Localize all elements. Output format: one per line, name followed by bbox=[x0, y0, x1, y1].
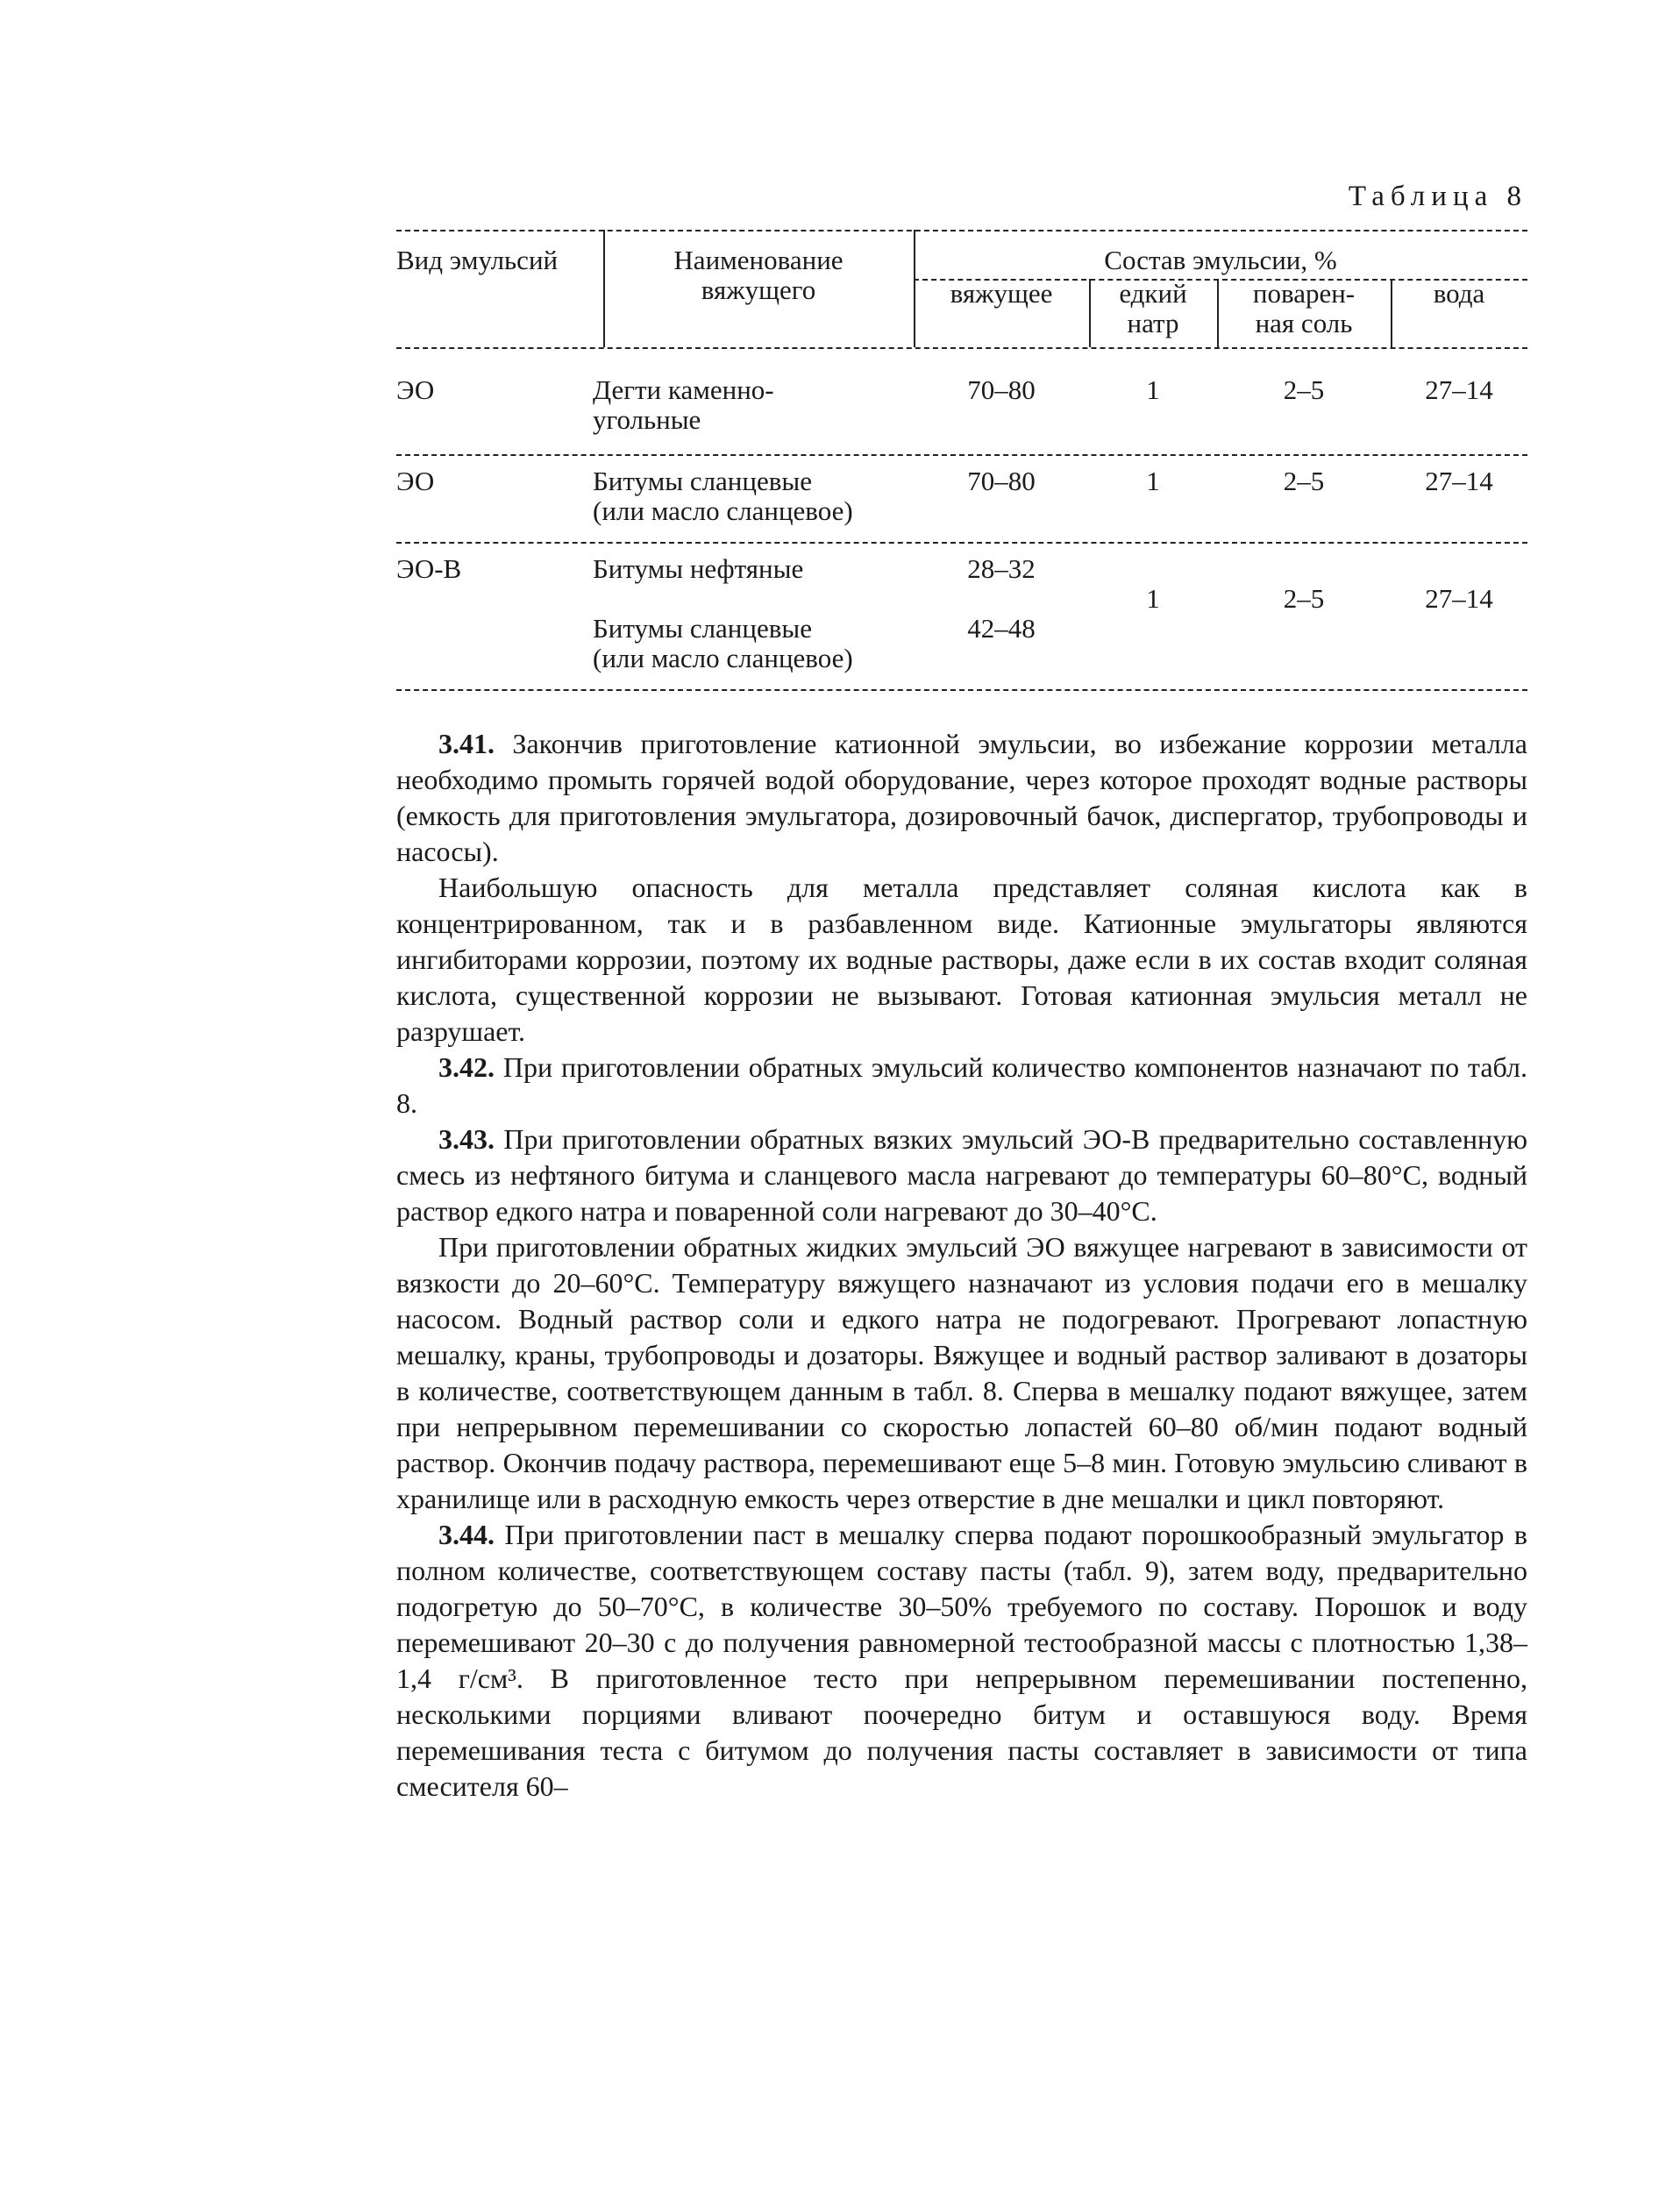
row-divider-2 bbox=[396, 542, 1527, 544]
emulsion-composition-table bbox=[396, 230, 1527, 703]
paragraph-3-42-text: При приготовлении обратных эмульсий количество компонентов назначают по табл. 8. bbox=[396, 1051, 1527, 1119]
paragraph-3-41-text: Закончив приготовление катионной эмульсии, во избежание коррозии металла необходимо промыть горячей водой оборудование, через которое проходят водные растворы (емкость для приготовления эмульгатора, дозировочный бачок, диспергатор, трубопроводы и насосы). bbox=[396, 728, 1527, 867]
paragraph-3-44-text: При приготовлении паст в мешалку сперва подают порошкообразный эмульгатор в полном количестве, соответствующем составу пасты (табл. 9), затем воду, предварительно подогретую до 50–70°С, в количестве 30–50% требуемого по составу. Порошок и воду перемешивают 20–30 с до получения равномерной тестообразной массы с плотностью 1,38–1,4 г/см³. В приготовленное тесто при непрерывном перемешивании постепенно, несколькими порциями вливают поочередно битум и оставшуюся воду. Время перемешивания теста с битумом до получения пасты составляет в зависимости от типа смесителя 60– bbox=[396, 1519, 1527, 1802]
paragraph-3-43-continued: При приготовлении обратных жидких эмульсий ЭО вяжущее нагревают в зависимости от вязкости до 20–60°С. Температуру вяжущего назначают из условия подачи его в мешалку насосом. Водный раствор соли и едкого натра не подогревают. Прогревают лопастную мешалку, краны, трубопроводы и дозаторы. Вяжущее и водный раствор заливают в дозаторы в количестве, соответствующем данным в табл. 8. Сперва в мешалку подают вяжущее, затем при непрерывном перемешивании со скоростью лопастей 60–80 об/мин подают водный раствор. Окончив подачу раствора, перемешивают еще 5–8 мин. Готовую эмульсию сливают в хранилище или в расходную емкость через отверстие в дне мешалки и цикл повторяют. bbox=[396, 1231, 1527, 1514]
header-composition: Состав эмульсии, % bbox=[1104, 245, 1337, 275]
table-bottom-rule bbox=[396, 689, 1527, 691]
table-top-rule bbox=[396, 230, 1527, 231]
row3-soda: 1 bbox=[1146, 583, 1160, 614]
row1-kind: ЭО bbox=[396, 374, 435, 405]
header-kind: Вид эмульсий bbox=[396, 245, 559, 275]
row1-name-line1: Дегти каменно- bbox=[593, 374, 774, 405]
header-name-line1: Наименование bbox=[673, 245, 844, 275]
clause-number-3-43: 3.43. bbox=[438, 1123, 495, 1155]
row3-binder-a: 28–32 bbox=[967, 553, 1036, 584]
paragraph-3-42 bbox=[396, 1050, 1527, 1121]
paragraph-3-41-continued: Наибольшую опасность для металла представляет соляная кислота как в концентрированном, так и в разбавленном виде. Катионные эмульгаторы являются ингибиторами коррозии, поэтому их водные растворы, даже если в их состав входит соляная кислота, существенной коррозии не вызывают. Готовая катионная эмульсия металл не разрушает. bbox=[396, 872, 1527, 1047]
row3-binder-b: 42–48 bbox=[967, 613, 1036, 644]
row2-binder: 70–80 bbox=[967, 466, 1036, 496]
row3-name-b-line1: Битумы сланцевые bbox=[593, 613, 812, 644]
paragraph-3-43-text: При приготовлении обратных вязких эмульсий ЭО-В предварительно составленную смесь из нефтяного битума и сланцевого масла нагревают до температуры 60–80°С, водный раствор едкого натра и поваренной соли нагревают до 30–40°С. bbox=[396, 1123, 1527, 1227]
row-divider-1 bbox=[396, 454, 1527, 456]
row1-soda: 1 bbox=[1146, 374, 1160, 405]
header-soda-line2: натр bbox=[1127, 308, 1179, 338]
header-salt-line2: ная соль bbox=[1255, 308, 1353, 338]
row2-name-line2: (или масло сланцевое) bbox=[593, 495, 853, 526]
row2-water: 27–14 bbox=[1425, 466, 1493, 496]
paragraph-3-41 bbox=[396, 726, 1527, 870]
row2-name-line1: Битумы сланцевые bbox=[593, 466, 812, 496]
row1-water: 27–14 bbox=[1425, 374, 1493, 405]
paragraph-3-43 bbox=[396, 1121, 1527, 1229]
clause-number-3-42: 3.42. bbox=[438, 1051, 495, 1083]
row3-salt: 2–5 bbox=[1283, 583, 1325, 614]
row1-salt: 2–5 bbox=[1283, 374, 1325, 405]
table-caption: Таблица 8 bbox=[1348, 181, 1527, 212]
row2-salt: 2–5 bbox=[1283, 466, 1325, 496]
header-water: вода bbox=[1433, 278, 1485, 309]
row2-kind: ЭО bbox=[396, 466, 435, 496]
header-salt-line1: поварен- bbox=[1252, 278, 1356, 309]
clause-number-3-41: 3.41. bbox=[438, 728, 495, 759]
clause-number-3-44: 3.44. bbox=[438, 1519, 495, 1550]
row3-name-b-line2: (или масло сланцевое) bbox=[593, 643, 853, 673]
row1-binder: 70–80 bbox=[967, 374, 1036, 405]
body-text bbox=[396, 726, 1527, 1805]
header-binder: вяжущее bbox=[950, 278, 1053, 309]
row3-name-a: Битумы нефтяные bbox=[593, 553, 804, 584]
header-soda-line1: едкий bbox=[1119, 278, 1187, 309]
row1-name-line2: угольные bbox=[593, 404, 701, 435]
row3-water: 27–14 bbox=[1425, 583, 1493, 614]
row3-kind: ЭО-В bbox=[396, 553, 462, 584]
header-name-line2: вяжущего bbox=[701, 274, 816, 305]
header-bottom-rule bbox=[396, 347, 1527, 349]
row2-soda: 1 bbox=[1146, 466, 1160, 496]
paragraph-3-44 bbox=[396, 1517, 1527, 1805]
